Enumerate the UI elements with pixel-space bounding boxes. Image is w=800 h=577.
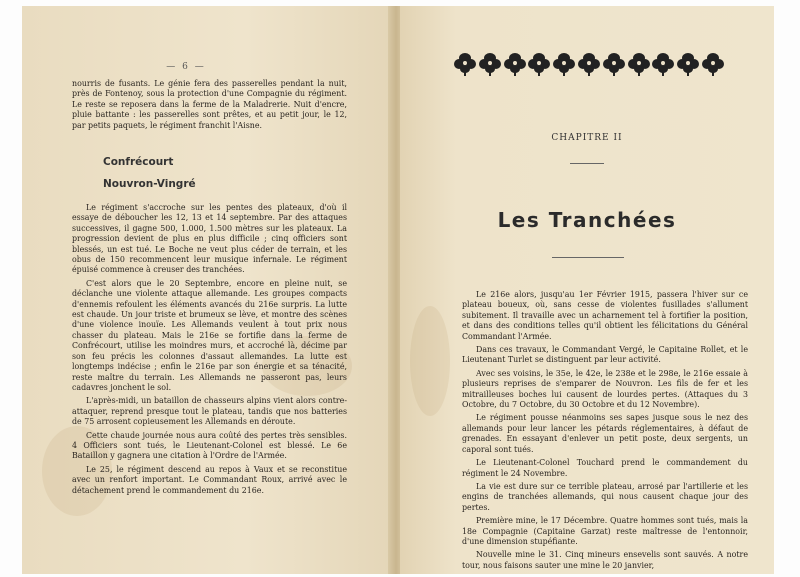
chapter-title: Les Tranchées: [497, 208, 677, 232]
pansy-flower-icon: [553, 52, 575, 76]
paper-stain: [410, 306, 450, 416]
pansy-flower-icon: [528, 52, 550, 76]
divider: [570, 163, 604, 164]
paragraph: Nouvelle mine le 31. Cinq mineurs ensevelis sont sauvés. A notre tour, nous faisons sauter une mine le 20 janvier,: [462, 550, 748, 570]
paragraph: Dans ces travaux, le Commandant Vergé, le Capitaine Rollet, et le Lieutenant Turlet se distinguent par leur activité.: [462, 345, 748, 365]
section-heading-nouvron-vingre: Nouvron-Vingré: [103, 178, 196, 190]
intro-paragraph: nourris de fusants. Le génie fera des passerelles pendant la nuit, près de Fontenoy, sous la protection d'une Compagnie du régiment. Le reste se reposera dans la ferme de la Maladrerie. Nuit d'encre, pluie battante : les passerelles sont prêtes, et au petit jour, le 12, par petits paquets, le régiment franchit l'Aisne.: [72, 79, 347, 130]
pansy-flower-icon: [479, 52, 501, 76]
left-body: [72, 203, 347, 499]
paragraph: Cette chaude journée nous aura coûté des pertes très sensibles. 4 Officiers sont tués, le Lieutenant-Colonel est blessé. Le 6e Bataillon y gagnera une citation à l'Ordre de l'Armée.: [72, 430, 347, 461]
paragraph: Le Lieutenant-Colonel Touchard prend le commandement du régiment le 24 Novembre.: [462, 458, 748, 478]
pansy-flower-icon: [454, 52, 476, 76]
paragraph: Le régiment pousse néanmoins ses sapes jusque sous le nez des allemands pour leur lancer les pétards réglementaires, à défaut de grenades. En essayant d'enlever un petit poste, deux sergents, un caporal sont tués.: [462, 413, 748, 454]
chapter-label: CHAPITRE II: [551, 133, 623, 143]
page-number: — 6 —: [166, 62, 206, 72]
flower-ornament-band: [454, 52, 724, 80]
divider: [552, 257, 624, 258]
paragraph: Première mine, le 17 Décembre. Quatre hommes sont tués, mais la 18e Compagnie (Capitaine Garzat) reste maîtresse de l'entonnoir, d'une dimension stupéfiante.: [462, 516, 748, 546]
pansy-flower-icon: [702, 52, 724, 76]
right-body: [462, 290, 748, 574]
paragraph: Le 216e alors, jusqu'au 1er Février 1915, passera l'hiver sur ce plateau boueux, où, sans cesse de violentes fusillades s'allument subitement. Il travaille avec un acharnement tel à fortifier la position, et dans des conditions telles qu'il obtient les félicitations du Général Commandant l'Armée.: [462, 290, 748, 341]
paragraph: C'est alors que le 20 Septembre, encore en pleine nuit, se déclanche une violente attaque allemande. Les groupes compacts d'ennemis refoulent les éléments avancés du 216e surpris. La lutte est chaude. Un jour triste et brumeux se lève, et montre des scènes d'une violence inouïe. Les Allemands veulent à tout prix nous chasser du plateau. Mais le 216e se fortifie dans la ferme de Confrécourt, utilise les moindres murs, et accroché là, décime par son feu précis les colonnes d'assaut allemandes. La lutte est longtemps indécise ; enfin le 216e par son énergie et sa ténacité, reste maître du terrain. Les Allemands ne passeront pas, leurs cadavres jonchent le sol.: [72, 278, 347, 392]
paragraph: L'après-midi, un bataillon de chasseurs alpins vient alors contre-attaquer, reprend presque tout le plateau, tandis que nos batteries de 75 arrosent copieusement les Allemands en déroute.: [72, 396, 347, 427]
paragraph: Le régiment s'accroche sur les pentes des plateaux, d'où il essaye de déboucher les 12, 13 et 14 septembre. Par des attaques successives, il gagne 500, 1.000, 1.500 mètres sur les plateaux. La progression devient de plus en plus difficile ; cinq officiers sont blessés, un est tué. Le Boche ne veut plus céder de terrain, et les obus de 150 recommencent leur musique infernale. Le régiment épuisé commence à creuser des tranchées.: [72, 203, 347, 275]
section-heading-confrecourt: Confrécourt: [103, 156, 174, 168]
pansy-flower-icon: [603, 52, 625, 76]
left-intro: [72, 79, 347, 134]
pansy-flower-icon: [578, 52, 600, 76]
pansy-flower-icon: [652, 52, 674, 76]
paragraph: Avec ses voisins, le 35e, le 42e, le 238e et le 298e, le 216e essaie à plusieurs reprises de s'emparer de Nouvron. Les fils de fer et les mitrailleuses boches lui causent de lourdes pertes. (Attaques du 3 Octobre, du 7 Octobre, du 30 Octobre et du 12 Novembre).: [462, 368, 748, 410]
pansy-flower-icon: [677, 52, 699, 76]
pansy-flower-icon: [628, 52, 650, 76]
paragraph: Le 25, le régiment descend au repos à Vaux et se reconstitue avec un renfort important. Le Commandant Roux, arrivé avec le détachement prend le commandement du 216e.: [72, 464, 347, 495]
pansy-flower-icon: [504, 52, 526, 76]
paragraph: La vie est dure sur ce terrible plateau, arrosé par l'artillerie et les engins de tranchées allemands, qui nous causent chaque jour des pertes.: [462, 481, 748, 512]
